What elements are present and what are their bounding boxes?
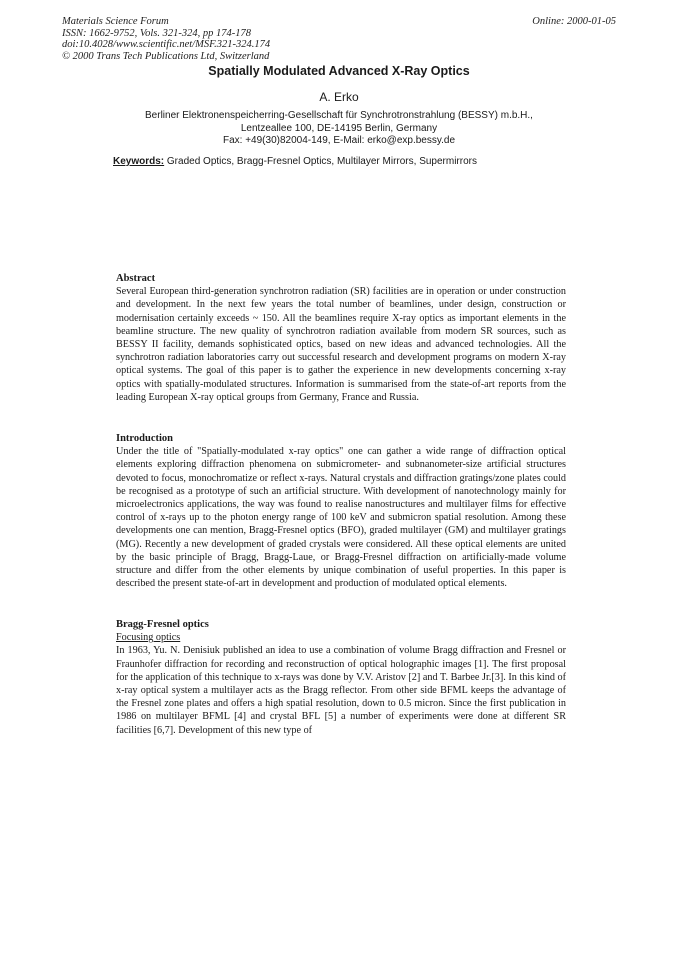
online-date: Online: 2000-01-05 xyxy=(532,16,616,27)
section-heading: Abstract xyxy=(116,273,156,284)
affiliation-line: Lentzeallee 100, DE-14195 Berlin, Germany xyxy=(240,122,438,134)
paper-title: Spatially Modulated Advanced X-Ray Optics xyxy=(208,64,470,78)
subsection-heading: Focusing optics xyxy=(116,632,181,644)
keywords-text: Graded Optics, Bragg-Fresnel Optics, Multilayer Mirrors, Supermirrors xyxy=(164,156,477,167)
abstract-text: Several European third-generation synchrotron radiation (SR) facilities are in operation or under construction and development. In the next few years the total number of beamlines, under design, construction or modernisation certainly exceeds ~ 150. All the beamlines require X-ray optics as important elements in the beamline structure. The new quality of synchrotron radiation available from modern SR sources, such as BESSY II facility, demands sophisticated optics, based on new ideas and advanced technologies. All the synchrotron radiation laboratories carry out successful research and development programs on modern X-ray optical systems. The goal of this paper is to gather the experience in new developments concerning x-ray optics with spatially-modulated structures. Information is summarised from the state-of-art reports from the leading European X-ray optical groups from Germany, France and Russia. xyxy=(116,286,566,403)
section-heading: Bragg-Fresnel optics xyxy=(116,619,209,630)
journal-issn: ISSN: 1662-9752, Vols. 321-324, pp 174-178 xyxy=(62,27,251,39)
journal-name: Materials Science Forum xyxy=(62,16,169,27)
introduction-section xyxy=(116,432,566,590)
journal-copyright: © 2000 Trans Tech Publications Ltd, Switzerland xyxy=(62,50,270,62)
keywords xyxy=(113,156,477,167)
introduction-text: Under the title of "Spatially-modulated x-ray optics" one can gather a wide range of diffraction optical elements exploring diffraction phenomena on submicrometer- and subnanometer-size artificial structures devoted to focus, monochromatize or reflect x-rays. Natural crystals and diffraction gratings/zone plates could be recognised as a prototype of such an artificial structure. With development of nanotechnology mainly for microelectronics applications, the way was found to realise nanostructures and multilayer films for effective control of x-rays up to the photon energy range of 100 keV and submicron spatial resolution. Among these developments one can mention, Bragg-Fresnel optics (BFO), graded multilayer (GM) and multilayer gratings (MG). Recently a new development of graded crystals were considered. All these optical elements are united by the basic principle of Bragg, Bragg-Laue, or Bragg-Fresnel diffraction on artificially-made volume structure and differ from the other elements by unique combination of useful properties. In this paper is described the present state-of-art in development and production of modulated optical elements. xyxy=(116,446,566,590)
bragg-fresnel-text: In 1963, Yu. N. Denisiuk published an idea to use a combination of volume Bragg diffraction and Fresnel or Fraunhofer diffraction for recording and reconstruction of optical holographic images [1]. The first proposal for the application of this technique to x-rays was done by V.V. Aristov [2] and T. Barbee Jr.[3]. In this kind of x-ray optical system a multilayer acts as the Bragg reflector. From other side BFML keeps the advantage of the Fresnel zone plates and offers a high spatial resolution, down to 0.5 micron. Since the first publication in 1986 on multilayer BFML [4] and crystal BFL [5] a number of experiments were done at different SR facilities [6,7]. Development of this new type of xyxy=(116,645,566,736)
affiliation-line: Fax: +49(30)82004-149, E-Mail: erko@exp.bessy.de xyxy=(222,135,456,146)
bragg-fresnel-section xyxy=(116,618,566,737)
journal-doi: doi:10.4028/www.scientific.net/MSF.321-324.174 xyxy=(62,39,271,50)
affiliation xyxy=(0,110,678,148)
affiliation-line: Berliner Elektronenspeicherring-Gesellschaft für Synchrotronstrahlung (BESSY) m.b.H., xyxy=(145,110,533,121)
journal-header xyxy=(62,16,270,62)
author-name: A. Erko xyxy=(319,90,359,104)
section-heading: Introduction xyxy=(116,433,173,444)
keywords-label: Keywords: xyxy=(113,156,165,167)
abstract-section xyxy=(116,272,566,404)
